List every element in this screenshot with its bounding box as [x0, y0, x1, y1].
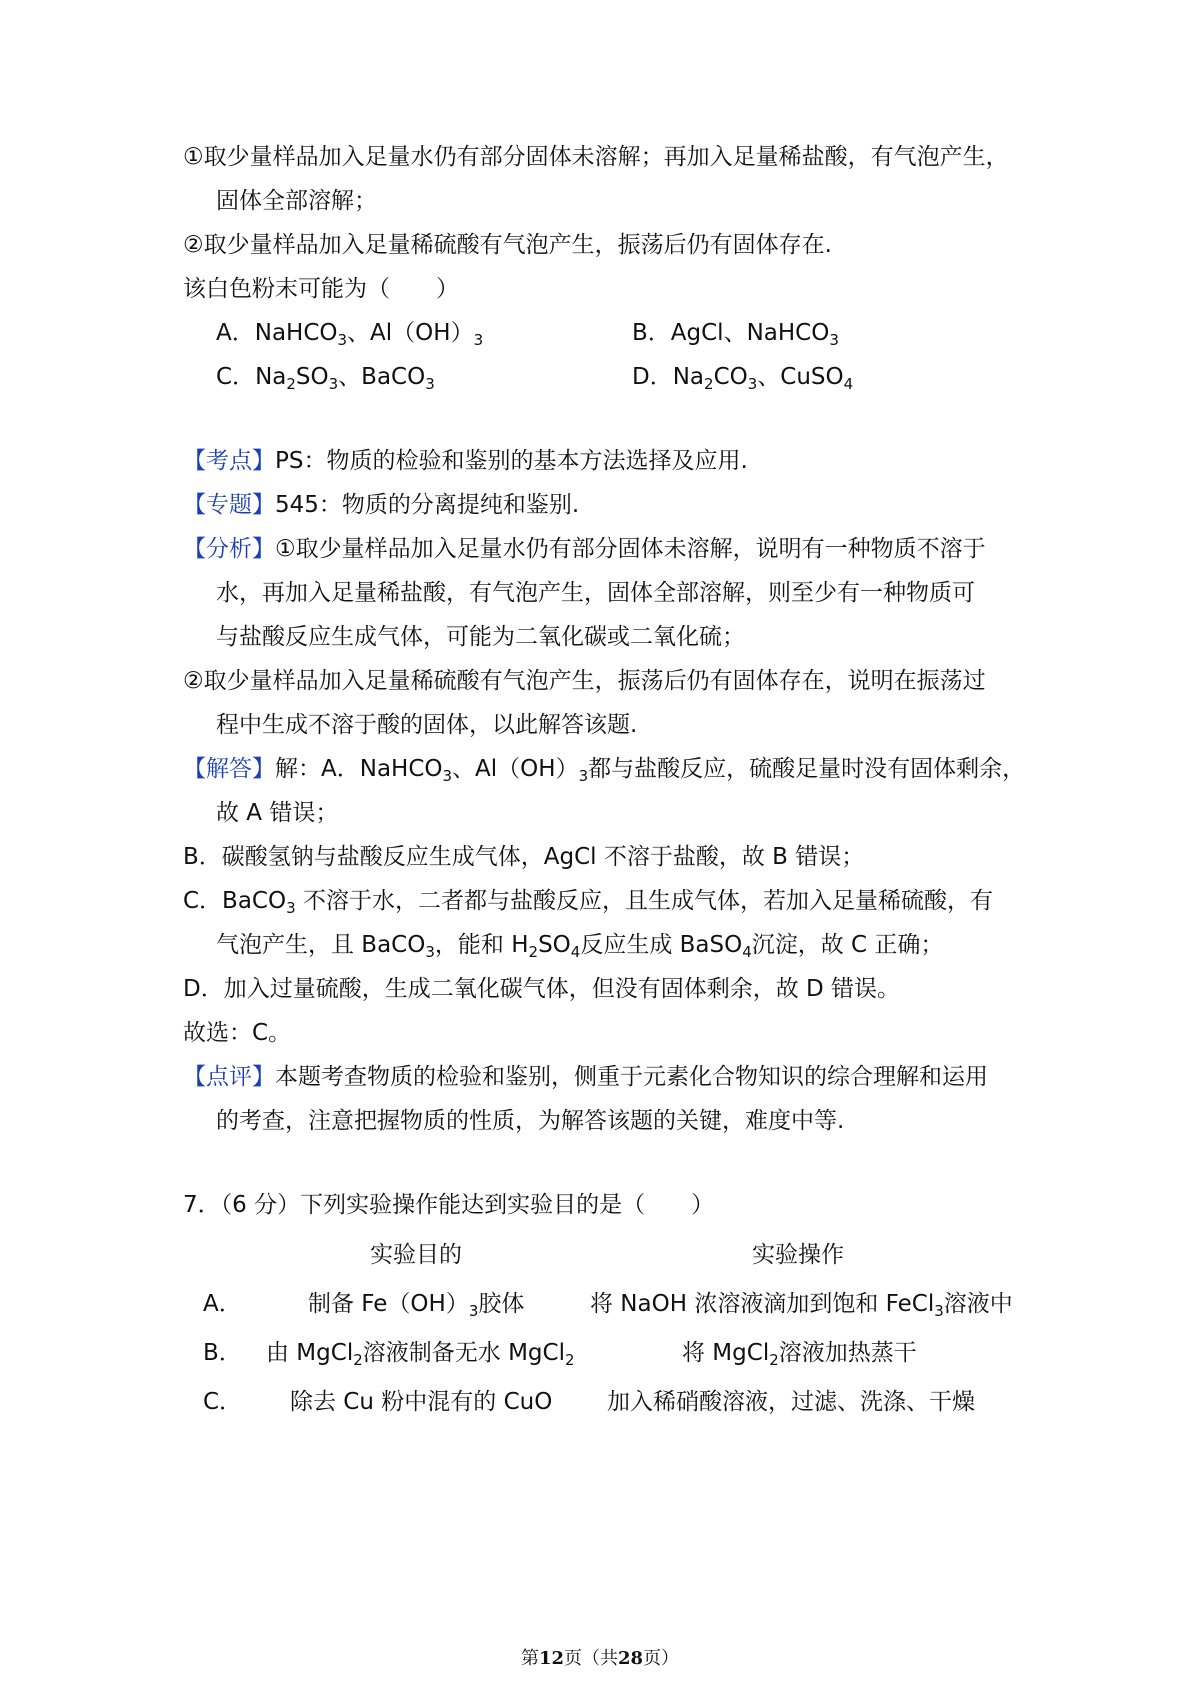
dianping-line-1: 【点评】本题考查物质的检验和鉴别，侧重于元素化合物知识的综合理解和运用 [183, 1064, 988, 1090]
jieda-tag: 【解答】 [183, 756, 275, 782]
jieda-line-d: D．加入过量硫酸，生成二氧化碳气体，但没有固体剩余，故 D 错误。 [183, 976, 901, 1002]
condition-1-line-1: ①取少量样品加入足量水仍有部分固体未溶解；再加入足量稀盐酸，有气泡产生， [183, 144, 1009, 170]
fenxi-line-5: 程中生成不溶于酸的固体，以此解答该题. [216, 712, 638, 738]
jieda-line-c1: C．BaCO$_3$ 不溶于水，二者都与盐酸反应，且生成气体，若加入足量稀硫酸，有 [183, 888, 993, 917]
fenxi-line-3: 与盐酸反应生成气体，可能为二氧化碳或二氧化硫； [216, 624, 745, 650]
condition-2: ②取少量样品加入足量稀硫酸有气泡产生，振荡后仍有固体存在. [183, 232, 832, 258]
kaodian-line: 【考点】PS：物质的检验和鉴别的基本方法选择及应用. [183, 448, 748, 474]
row-b-label: B． [203, 1340, 242, 1366]
row-a-operation: 将 NaOH 浓溶液滴加到饱和 FeCl$_3$溶液中 [590, 1291, 1013, 1320]
jieda-line-1: 【解答】解：A．NaHCO$_3$、$Al(OH)_3$都与盐酸反应，硫酸足量时没有固体剩余， [183, 756, 1026, 785]
row-c-goal: 除去 Cu 粉中混有的 CuO [290, 1389, 553, 1415]
total-page-count: 28 [618, 1648, 644, 1669]
kaodian-tag: 【考点】 [183, 448, 275, 474]
fenxi-line-1: 【分析】①取少量样品加入足量水仍有部分固体未溶解，说明有一种物质不溶于 [183, 536, 986, 562]
option-a: A．NaHCO$_3$、$Al(OH)_3$ [216, 320, 484, 349]
column-header-operation: 实验操作 [752, 1242, 844, 1268]
answer-line: 故选：C。 [183, 1020, 292, 1046]
column-header-goal: 实验目的 [370, 1242, 462, 1268]
current-page-number: 12 [538, 1648, 564, 1669]
fenxi-line-4: ②取少量样品加入足量稀硫酸有气泡产生，振荡后仍有固体存在，说明在振荡过 [183, 668, 986, 694]
question-7-stem: 7．（6 分）下列实验操作能达到实验目的是（ ） [183, 1192, 715, 1218]
zhuanti-tag: 【专题】 [183, 492, 275, 518]
row-c-label: C． [203, 1389, 243, 1415]
option-b: B．AgCl、NaHCO$_3$ [632, 320, 839, 349]
zhuanti-line: 【专题】545：物质的分离提纯和鉴别. [183, 492, 580, 518]
dianping-tag: 【点评】 [183, 1064, 275, 1090]
option-c: C．$Na_2SO_3$、BaCO$_3$ [216, 364, 435, 393]
row-b-goal: 由 MgCl$_2$溶液制备无水 MgCl$_2$ [266, 1340, 575, 1369]
fenxi-tag: 【分析】 [183, 536, 275, 562]
jieda-line-c2: 气泡产生，且 BaCO$_3$，能和 $H_2SO_4$反应生成 BaSO$_4$沉淀，故 C 正确； [216, 932, 944, 961]
condition-1-line-2: 固体全部溶解； [216, 188, 377, 214]
row-c-operation: 加入稀硝酸溶液，过滤、洗涤、干燥 [607, 1389, 975, 1415]
jieda-line-2: 故 A 错误； [216, 800, 339, 826]
question-ask: 该白色粉末可能为（ ） [183, 276, 459, 302]
row-a-label: A． [203, 1291, 242, 1317]
fenxi-line-2: 水，再加入足量稀盐酸，有气泡产生，固体全部溶解，则至少有一种物质可 [216, 580, 975, 606]
dianping-line-2: 的考查，注意把握物质的性质，为解答该题的关键，难度中等. [216, 1108, 845, 1134]
option-d: D．$Na_2CO_3$、CuSO$_4$ [632, 364, 854, 393]
row-b-operation: 将 MgCl$_2$溶液加热蒸干 [682, 1340, 917, 1369]
page-footer: 第12页（共28页） [520, 1648, 680, 1669]
jieda-line-b: B．碳酸氢钠与盐酸反应生成气体，AgCl 不溶于盐酸，故 B 错误； [183, 844, 865, 870]
row-a-goal: 制备 $Fe(OH)_3$胶体 [308, 1291, 525, 1320]
